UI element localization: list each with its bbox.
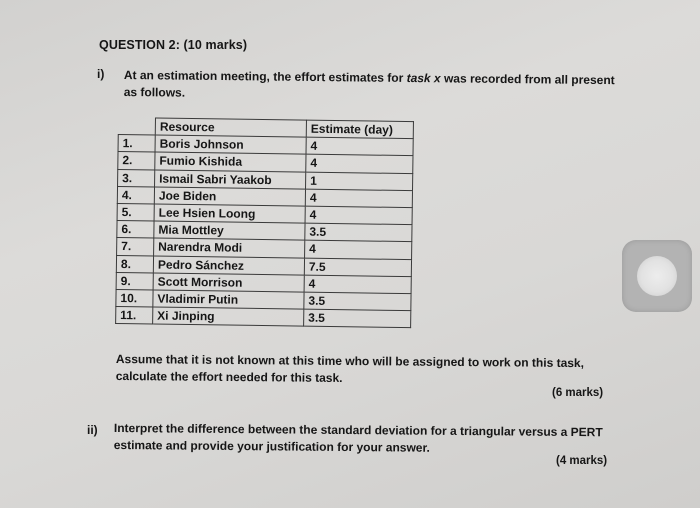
cell-resource: Vladimir Putin xyxy=(153,290,304,309)
cell-num: 9. xyxy=(116,272,153,290)
cell-resource: Lee Hsien Loong xyxy=(154,204,305,223)
cell-estimate: 4 xyxy=(305,240,412,259)
assume-line2: calculate the effort needed for this task. xyxy=(115,368,343,385)
cell-estimate: 4 xyxy=(304,275,411,294)
cell-estimate: 4 xyxy=(305,189,412,208)
table-row xyxy=(116,307,411,328)
part-ii-text-line1: Interpret the difference between the standard deviation for a triangular versus a PERT xyxy=(113,420,603,440)
part-ii-question xyxy=(114,420,603,458)
cell-num: 5. xyxy=(117,203,154,221)
cell-estimate: 3.5 xyxy=(304,309,411,328)
cell-resource: Ismail Sabri Yaakob xyxy=(155,170,306,189)
cell-resource: Scott Morrison xyxy=(153,273,304,292)
part-ii-text-line2: estimate and provide your justification for your answer. xyxy=(113,437,430,455)
cell-num: 3. xyxy=(118,169,155,187)
cell-num: 8. xyxy=(116,255,153,273)
cell-num: 1. xyxy=(118,135,155,153)
part-ii-number: ii) xyxy=(87,423,98,437)
part-i-question xyxy=(124,67,615,106)
question-title: QUESTION 2: (10 marks) xyxy=(99,38,248,52)
cell-num: 11. xyxy=(116,307,153,325)
cell-resource: Narendra Modi xyxy=(154,238,305,257)
cell-estimate: 4 xyxy=(306,155,413,174)
header-resource: Resource xyxy=(155,118,306,137)
part-ii-marks: (4 marks) xyxy=(556,455,608,467)
cell-resource: Xi Jinping xyxy=(153,307,304,326)
cell-num: 4. xyxy=(117,186,154,204)
cell-resource: Boris Johnson xyxy=(155,135,306,154)
cell-estimate: 3.5 xyxy=(304,292,411,311)
cell-resource: Pedro Sánchez xyxy=(153,256,304,275)
cell-resource: Fumio Kishida xyxy=(155,152,306,171)
header-num xyxy=(118,118,155,136)
cell-num: 7. xyxy=(117,238,154,256)
cell-estimate: 4 xyxy=(306,137,413,156)
part-i-text-line2: as follows. xyxy=(123,84,186,100)
part-i-marks: (6 marks) xyxy=(552,387,604,399)
cell-estimate: 1 xyxy=(306,172,413,191)
cell-estimate: 4 xyxy=(305,206,412,225)
cell-resource: Mia Mottley xyxy=(154,221,305,240)
assistive-touch-icon xyxy=(637,256,677,296)
assume-line1: Assume that it is not known at this time who will be assigned to work on this task, xyxy=(115,351,585,371)
part-i-assume xyxy=(116,351,584,389)
cell-num: 6. xyxy=(117,221,154,239)
assistive-touch-button[interactable] xyxy=(622,240,692,312)
cell-num: 2. xyxy=(118,152,155,170)
estimate-table xyxy=(115,117,414,328)
cell-estimate: 7.5 xyxy=(304,258,411,277)
cell-estimate: 3.5 xyxy=(305,223,412,242)
part-i-number: i) xyxy=(97,67,105,81)
cell-resource: Joe Biden xyxy=(154,187,305,206)
header-estimate: Estimate (day) xyxy=(306,120,413,139)
part-i-text-line1: At an estimation meeting, the effort estimates for task x was recorded from all present xyxy=(123,67,615,88)
cell-num: 10. xyxy=(116,289,153,307)
